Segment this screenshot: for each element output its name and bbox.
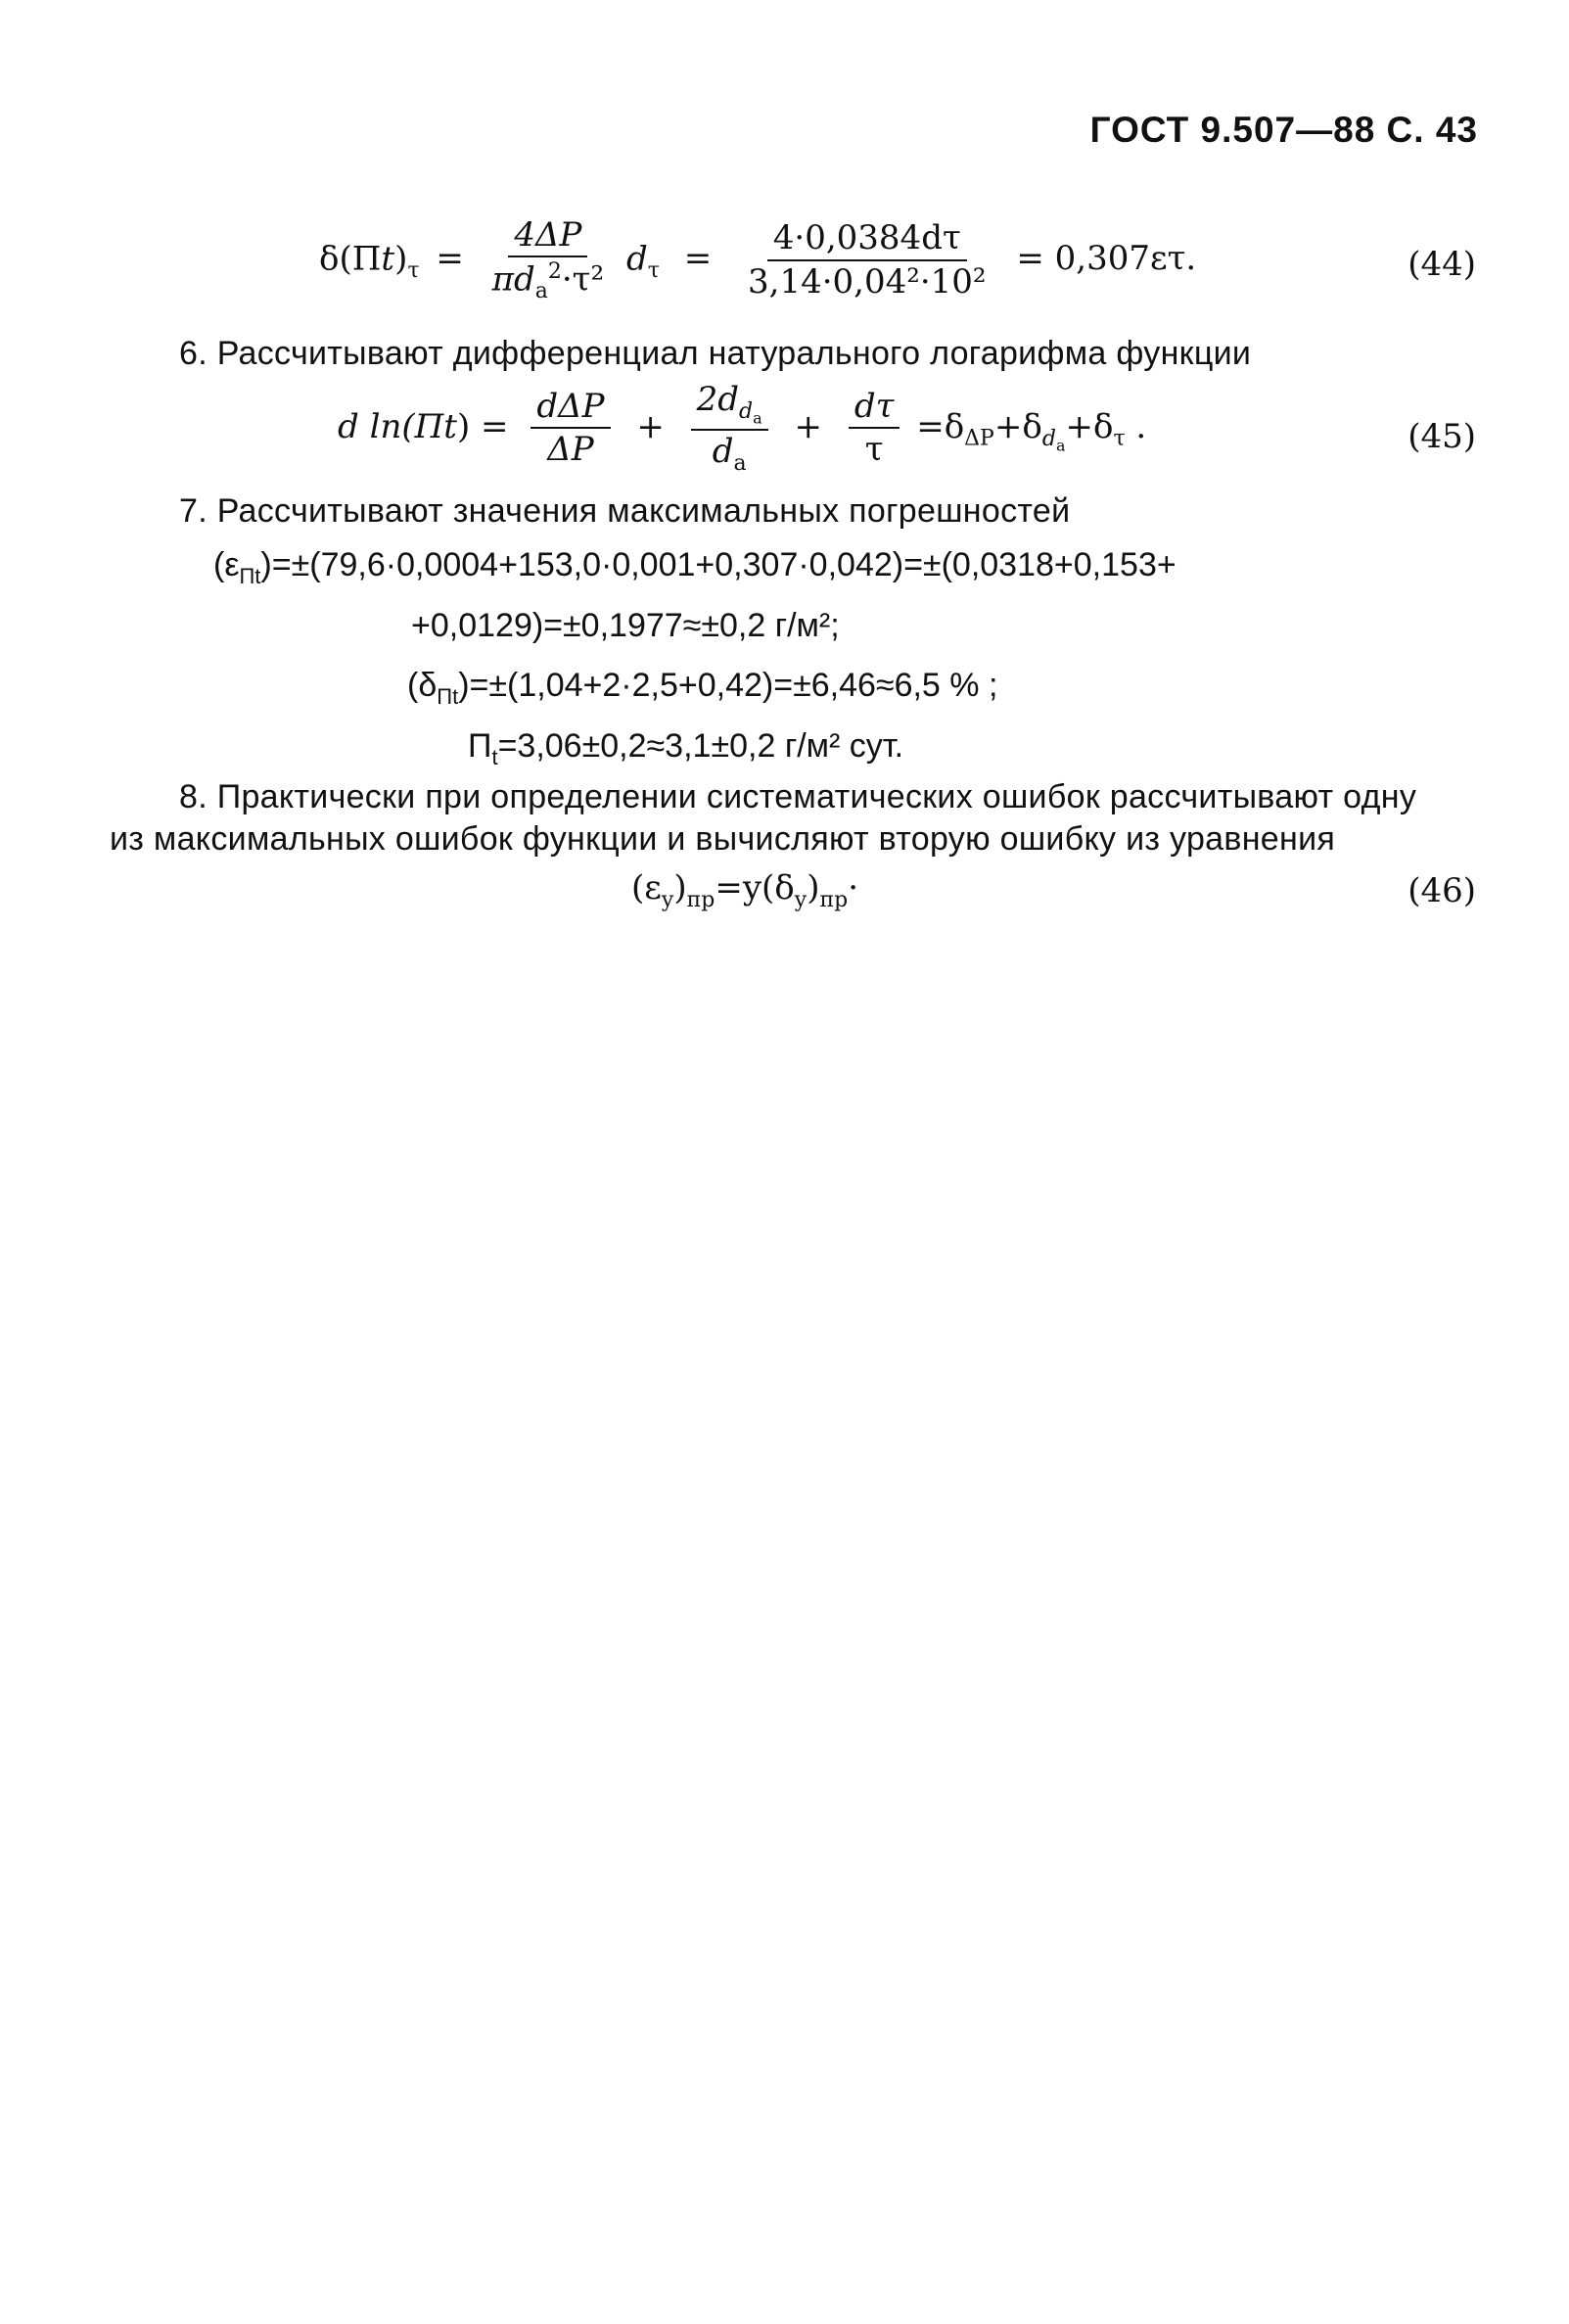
fraction: $\frac{4\cdot 0,0384d\tau}{\text{3,14·0,04²·10²}}$ [748,218,987,302]
page-header: ГОСТ 9.507—88 С. 43 [1089,110,1478,150]
fraction: $\frac{2d_{d_а}}{d_а}$ [691,382,768,476]
equation-number-44: (44) [1407,245,1476,284]
calc-line-1: $(\varepsilon_{Пt})=\pm(79,6\cdot 0,0004+153,0\cdot 0,001+0,307\cdot 0,042)=\pm(0,0318+0,153+$ [213,546,1177,588]
fraction: $\frac{4\Delta P}{\pi d_а^2\cdot\tau^2}$ [491,215,605,304]
equation-44: $\delta(Пt)_\tau$ = $\frac{4\Delta P}{\pi d_а^2\cdot\tau^2}$ $d_\tau$ = $\frac{4\cdot 0,0384d\tau}{\text{3,14·0,04²·10²}}$ = 0,307ετ. [319,215,1197,304]
calc-line-3: $(\delta_{Пt})=\pm(1,04+2\cdot 2,5+0,42)=\pm 6,46\approx 6,5$ % ; [407,667,998,709]
equation-number-46: (46) [1407,871,1476,910]
calc-line-4: $П_t=3,06\pm 0,2\approx 3,1\pm 0,2$ г/м² сут. [468,727,904,769]
paragraph-7: 7. Рассчитывают значения максимальных погрешностей [179,492,1071,530]
fraction: $\frac{d\tau}{\tau}$ [849,389,900,469]
equation-number-45: (45) [1407,417,1476,456]
calc-line-2: +0,0129)=±0,1977≈±0,2 г/м²; [411,607,840,644]
equation-46: $(\varepsilon_y)_{пр}=y(\delta_y)_{пр}\cdot$ [631,868,859,912]
paragraph-8-line-2: из максимальных ошибок функции и вычисляют вторую ошибку из уравнения [110,820,1336,858]
fraction: $\frac{\text{dΔP}}{\Delta P}$ [531,389,610,469]
equation-45: d ln(Пt) = $\frac{\text{dΔP}}{\Delta P}$ + $\frac{2d_{d_а}}{d_а}$ + $\frac{d\tau}{\tau}$ $=\delta_{\Delta P}+\delta_{d_а}+\delta_\tau$ . [338,380,1147,476]
paragraph-6: 6. Рассчитывают дифференциал натурального логарифма функции [179,335,1252,372]
paragraph-8-line-1: 8. Практически при определении систематических ошибок рассчитывают одну [179,778,1417,815]
